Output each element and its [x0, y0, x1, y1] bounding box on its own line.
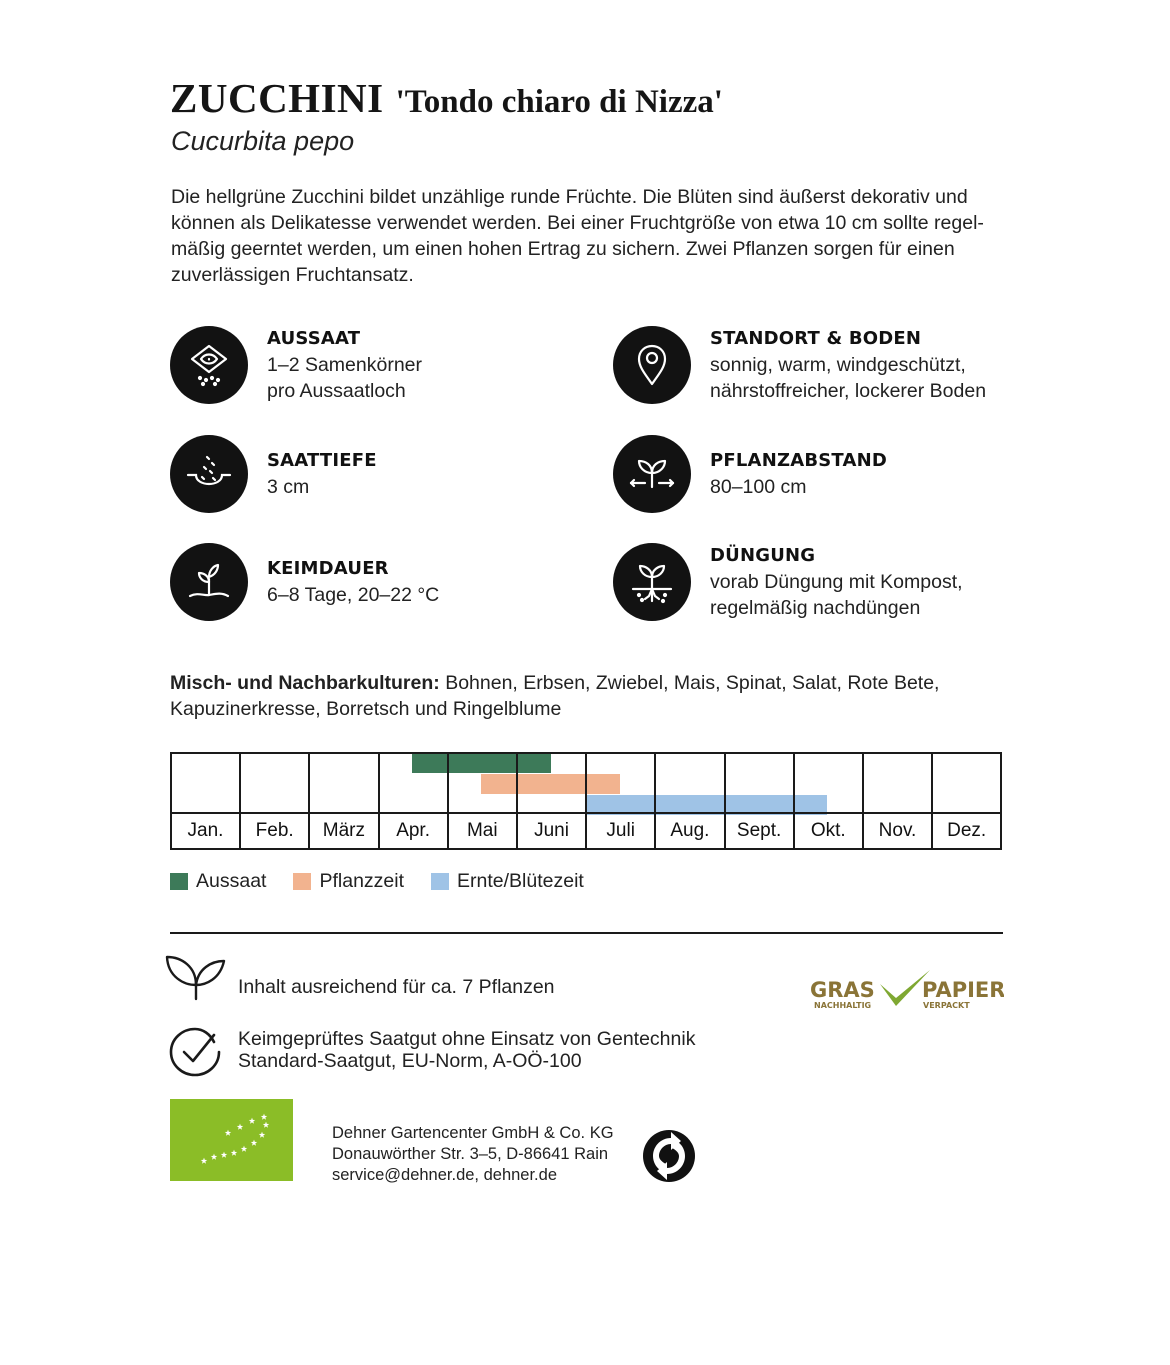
contents-text: Inhalt ausreichend für ca. 7 Pflanzen [238, 976, 555, 998]
info-title: KEIMDAUER [267, 558, 389, 579]
quality-line: Keimgeprüftes Saatgut ohne Einsatz von Gentechnik [238, 1028, 696, 1050]
info-title: STANDORT & BODEN [710, 328, 922, 349]
info-value: 80–100 cm [710, 476, 807, 498]
papier-subword: VERPACKT [923, 1001, 970, 1010]
legend-item-pflanzzeit [293, 870, 404, 893]
calendar-column-line [585, 752, 587, 850]
quality-text [238, 1028, 695, 1072]
legend-swatch [170, 873, 188, 890]
calendar-column-line [516, 752, 518, 850]
info-value: vorab Düngung mit Kompost, [710, 571, 963, 593]
info-title: AUSSAAT [267, 328, 361, 349]
calendar-column-line [378, 752, 380, 850]
calendar-month-label: Aug. [670, 820, 710, 841]
papier-word: PAPIER [922, 978, 1004, 1002]
sprout-icon [170, 543, 248, 621]
calendar-month-label: März [322, 820, 365, 841]
star-icon [231, 1150, 237, 1156]
calendar-month-label: Okt. [810, 820, 846, 841]
calendar-month-label: Sept. [736, 820, 782, 841]
info-saattiefe [170, 435, 377, 513]
info-pflanzabstand [613, 435, 887, 513]
info-title: SAATTIEFE [267, 450, 377, 471]
calendar-column-line [724, 752, 726, 850]
star-icon [237, 1124, 243, 1130]
calendar-month-label: Juni [534, 820, 569, 841]
seed-depth-icon [170, 435, 248, 513]
star-icon [261, 1114, 267, 1120]
companion-list: Kapuzinerkresse, Borretsch und Ringelblume [170, 698, 562, 720]
sowing-calendar [170, 752, 1002, 850]
legend-swatch [293, 873, 311, 890]
divider-line [170, 932, 1003, 934]
product-name: ZUCCHINI [170, 75, 384, 121]
info-value: 3 cm [267, 476, 310, 498]
calendar-column-line [862, 752, 864, 850]
quality-line: Standard-Saatgut, EU-Norm, A-OÖ-100 [238, 1050, 582, 1072]
calendar-month-label: Feb. [255, 820, 294, 841]
product-title [170, 74, 723, 122]
companion-plants [170, 670, 1010, 722]
info-title: DÜNGUNG [710, 545, 816, 566]
info-aussaat [170, 326, 422, 404]
calendar-column-line [654, 752, 656, 850]
company-contact: service@dehner.de, dehner.de [332, 1166, 557, 1184]
calendar-month-label: Jan. [187, 820, 224, 841]
description: Die hellgrüne Zucchini bildet unzählige runde Früchte. Die Blüten sind äußerst dekorativ und können als Delikatesse verwendet werden. Bei einer Fruchtgröße von etwa 10 cm sollte regel-mäßig geerntet werden, um einen hohen Ertrag zu sichern. Zwei Pflanzen sorgen für einen zuverlässigen Fruchtansatz. [171, 186, 984, 286]
gras-subword: NACHHALTIG [814, 1001, 872, 1010]
plant-spacing-icon [613, 435, 691, 513]
legend-item-ernte [431, 870, 584, 893]
eu-organic-logo [170, 1099, 293, 1181]
star-icon [221, 1152, 227, 1158]
calendar-column-line [793, 752, 795, 850]
star-icon [263, 1122, 269, 1128]
company-street: Donauwörther Str. 3–5, D-86641 Rain [332, 1145, 609, 1163]
info-value: nährstoffreicher, lockerer Boden [710, 380, 987, 402]
variety-name: 'Tondo chiaro di Nizza' [395, 84, 723, 120]
calendar-column-line [239, 752, 241, 850]
info-value: pro Aussaatloch [267, 380, 406, 402]
star-icon [211, 1154, 217, 1160]
info-value: sonnig, warm, windgeschützt, [710, 354, 966, 376]
legend-label: Ernte/Blütezeit [457, 870, 584, 892]
legend-swatch [431, 873, 449, 890]
companion-list: Bohnen, Erbsen, Zwiebel, Mais, Spinat, Salat, Rote Bete, [445, 672, 940, 694]
location-pin-icon [613, 326, 691, 404]
gras-word: GRAS [810, 978, 875, 1002]
calendar-column-line [931, 752, 933, 850]
calendar-column-line [308, 752, 310, 850]
gras-papier-logo [808, 968, 1004, 1012]
info-duengung [613, 543, 963, 621]
leaf-icon [164, 953, 228, 1003]
star-icon [251, 1140, 257, 1146]
companion-label: Misch- und Nachbarkulturen: [170, 672, 440, 694]
calendar-month-label: Mai [466, 820, 498, 841]
star-icon [259, 1132, 265, 1138]
info-value: 6–8 Tage, 20–22 °C [267, 584, 440, 606]
info-value: regelmäßig nachdüngen [710, 597, 921, 619]
star-icon [201, 1158, 207, 1164]
leaf-stars-icon [170, 1099, 293, 1181]
company-address [332, 1123, 614, 1186]
legend-label: Pflanzzeit [319, 870, 405, 892]
calendar-month-label: Dez. [947, 820, 987, 841]
fertilizer-icon [613, 543, 691, 621]
info-value: 1–2 Samenkörner [267, 354, 423, 376]
info-standort [613, 326, 986, 404]
star-icon [241, 1146, 247, 1152]
legend-label: Aussaat [196, 870, 267, 892]
seed-packet-icon [170, 326, 248, 404]
latin-name: Cucurbita pepo [171, 126, 355, 156]
info-title: PFLANZABSTAND [710, 450, 888, 471]
info-keimdauer [170, 543, 439, 621]
green-dot-icon [641, 1128, 697, 1184]
check-circle-icon [168, 1025, 222, 1079]
calendar-month-label: Juli [606, 820, 635, 841]
company-name: Dehner Gartencenter GmbH & Co. KG [332, 1124, 614, 1142]
star-icon [249, 1118, 255, 1124]
calendar-legend [170, 870, 611, 893]
star-icon [225, 1130, 231, 1136]
calendar-month-label: Apr. [396, 820, 430, 841]
calendar-month-label: Nov. [878, 820, 917, 841]
calendar-column-line [447, 752, 449, 850]
legend-item-aussaat [170, 870, 266, 893]
